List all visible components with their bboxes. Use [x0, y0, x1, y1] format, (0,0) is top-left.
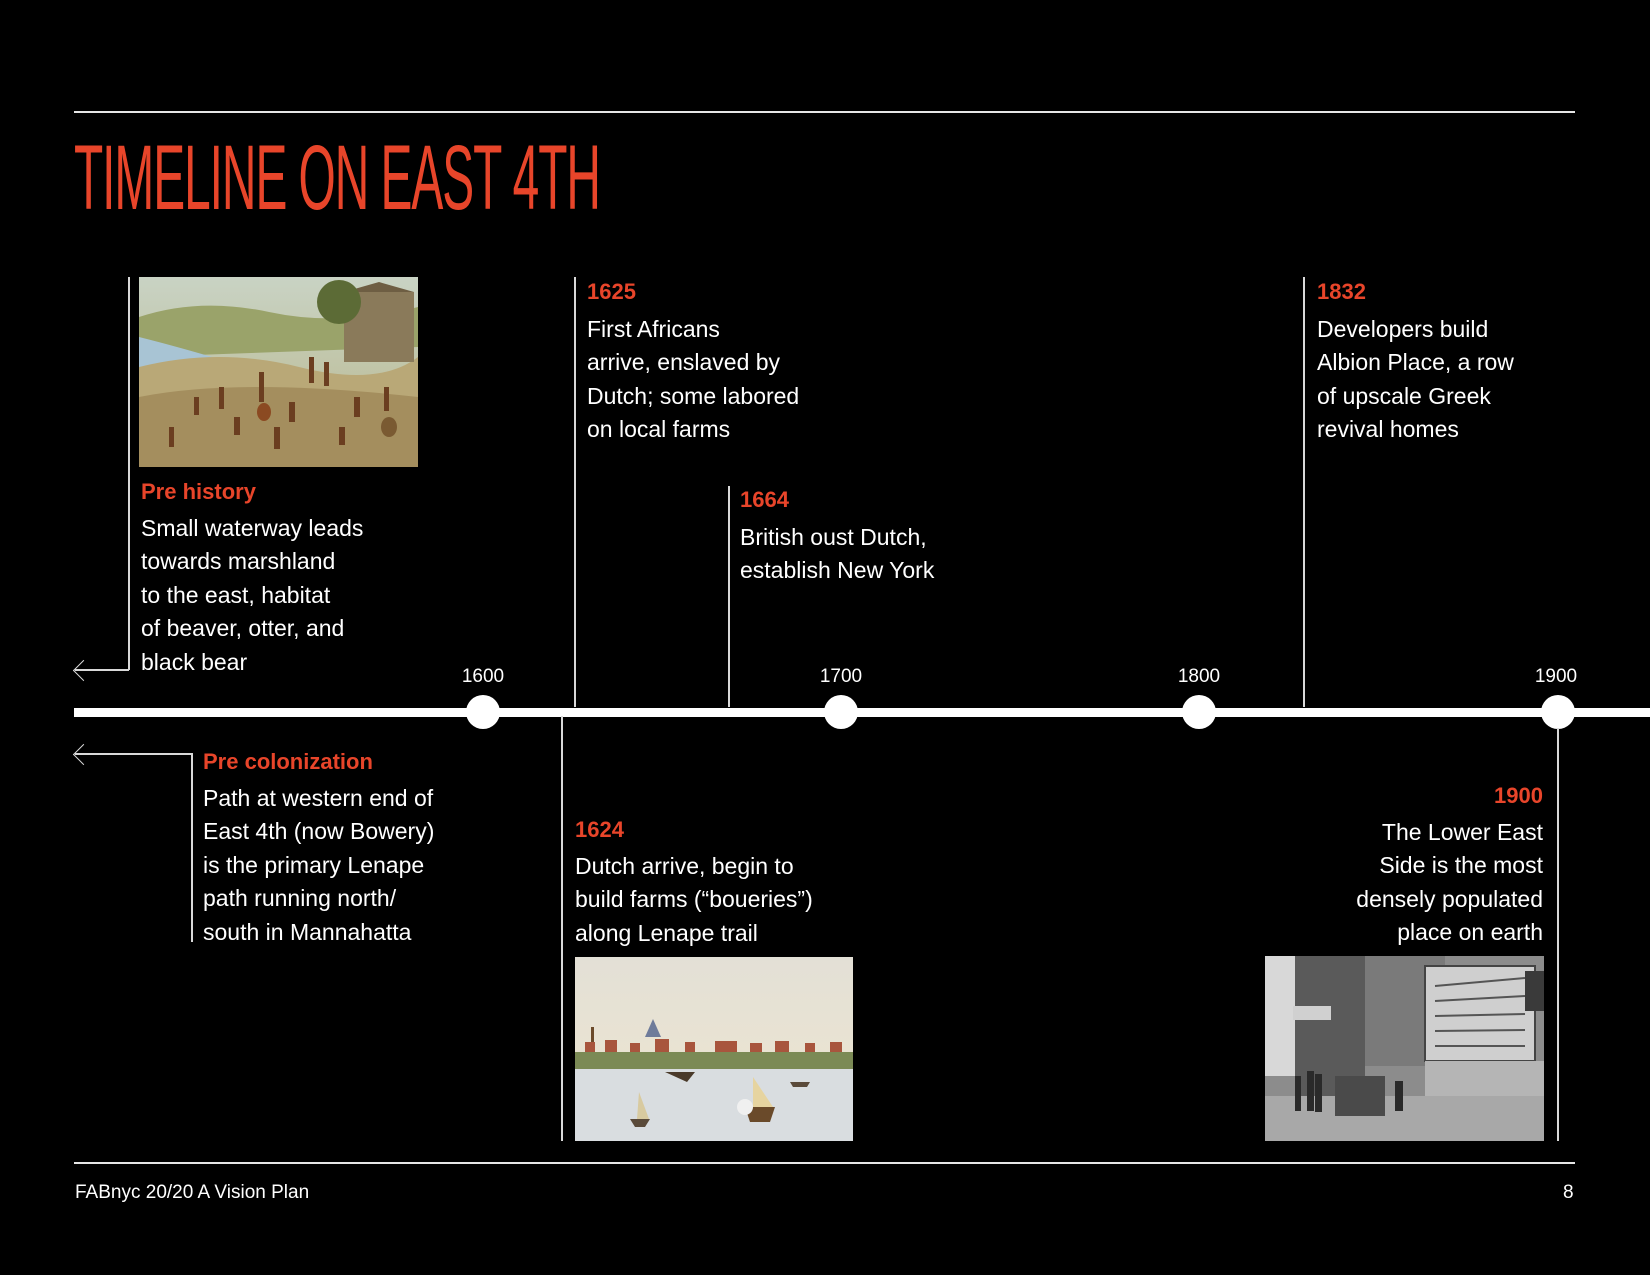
- connector-line: [191, 753, 193, 942]
- event-heading: 1664: [740, 487, 789, 512]
- tick-label-1700: 1700: [819, 666, 863, 687]
- event-text: The Lower East Side is the most densely populated place on earth: [1356, 819, 1543, 946]
- event-text: Dutch arrive, begin to build farms (“boueries”) along Lenape trail: [575, 853, 813, 946]
- new-amsterdam-harbor-image: [575, 957, 853, 1141]
- connector-line: [561, 716, 563, 1141]
- event-text: First Africans arrive, enslaved by Dutch; some labored on local farms: [587, 316, 800, 443]
- top-rule: [74, 111, 1575, 113]
- connector-line: [574, 277, 576, 707]
- tick-label-1800: 1800: [1177, 666, 1221, 687]
- event-heading: Pre history: [141, 479, 256, 504]
- publication-title: FABnyc 20/20 A Vision Plan: [75, 1182, 310, 1203]
- connector-line: [128, 277, 130, 670]
- lower-east-side-image: [1265, 956, 1544, 1141]
- tick-dot-1700: [824, 695, 858, 729]
- new-amsterdam-harbor-illustration: [575, 957, 853, 1141]
- tick-dot-1900: [1541, 695, 1575, 729]
- event-heading: 1900: [1494, 783, 1543, 808]
- event-heading: 1625: [587, 279, 636, 304]
- event-text: Developers build Albion Place, a row of upscale Greek revival homes: [1317, 316, 1514, 443]
- connector-line: [728, 486, 730, 707]
- event-heading: 1624: [575, 817, 624, 842]
- event-text: British oust Dutch, establish New York: [740, 524, 935, 584]
- tick-label-1900: 1900: [1534, 666, 1578, 687]
- event-heading: Pre colonization: [203, 749, 373, 774]
- lenape-settlement-image: [139, 277, 418, 467]
- page-number: 8: [1563, 1182, 1574, 1203]
- lower-east-side-street-photo: [1265, 956, 1544, 1141]
- tick-dot-1800: [1182, 695, 1216, 729]
- event-heading: 1832: [1317, 279, 1366, 304]
- arrow-left-icon: [73, 744, 94, 765]
- tick-dot-1600: [466, 695, 500, 729]
- lenape-settlement-illustration: [139, 277, 418, 467]
- connector-line: [1303, 277, 1305, 707]
- connector-line: [1557, 728, 1559, 1141]
- arrow-left-icon: [73, 660, 94, 681]
- event-text: Path at western end of East 4th (now Bowery) is the primary Lenape path running north/ south in Mannahatta: [203, 785, 435, 945]
- page-title: TIMELINE ON EAST 4TH: [74, 127, 600, 229]
- tick-label-1600: 1600: [461, 666, 505, 687]
- timeline-axis: [74, 708, 1650, 717]
- event-text: Small waterway leads towards marshland to the east, habitat of beaver, otter, and black bear: [141, 515, 364, 675]
- footer-rule: [74, 1162, 1575, 1164]
